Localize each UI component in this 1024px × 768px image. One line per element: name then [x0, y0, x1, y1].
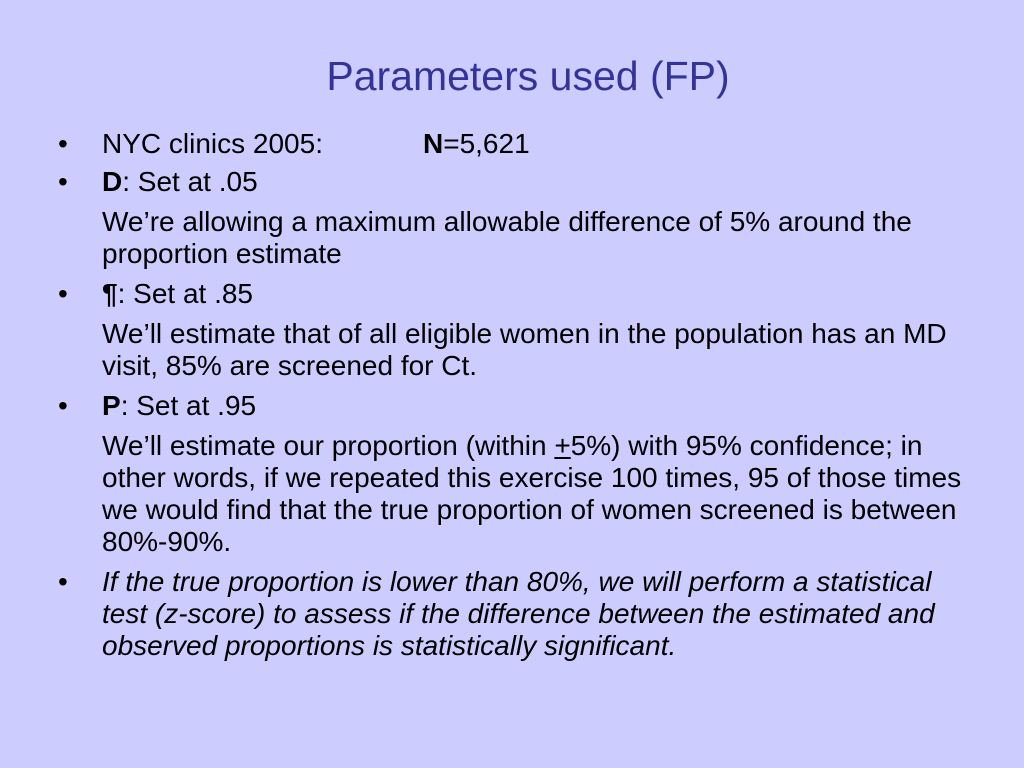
pilcrow-symbol: ¶	[102, 278, 118, 309]
pilcrow-setting: : Set at .85	[117, 278, 253, 309]
n-value: =5,621	[443, 128, 530, 159]
nyc-clinics-label: NYC clinics 2005:	[102, 128, 323, 159]
bullet-icon: •	[58, 390, 68, 421]
p-symbol: P	[102, 390, 121, 421]
pilcrow-description: We’ll estimate that of all eligible women in the population has an MD visit, 85% are screened for Ct.	[102, 318, 947, 381]
slide-body	[58, 128, 978, 662]
n-symbol: N	[422, 128, 444, 159]
note-text: If the true proportion is lower than 80%, we will perform a statistical test (z-score) to assess if the difference between the estimated and observed proportions is statistically significant.	[102, 566, 935, 661]
p-setting: : Set at .95	[120, 390, 257, 421]
bullet-item-pilcrow	[58, 278, 978, 310]
d-description: We’re allowing a maximum allowable difference of 5% around the proportion estimate	[102, 206, 912, 269]
bullet-item-d	[58, 166, 978, 198]
bullet-icon: •	[58, 278, 68, 309]
bullet-icon: •	[58, 128, 68, 159]
bullet-item-note	[58, 566, 978, 662]
p-description-start: We’ll estimate our proportion (within	[102, 430, 555, 461]
p-description-end: 5%) with 95% confidence; in other words, if we repeated this exercise 100 times, 95 of those times we would find that the true proportion of women screened is between 80%-90%.	[102, 430, 962, 557]
p-description	[58, 430, 978, 558]
d-symbol: D	[102, 166, 123, 197]
bullet-icon: •	[58, 166, 68, 197]
slide-title: Parameters used (FP)	[326, 53, 730, 99]
bullet-item-nyc-clinics	[58, 128, 978, 160]
d-setting: : Set at .05	[122, 166, 258, 197]
bullet-icon: •	[58, 566, 68, 597]
plus-minus-symbol: +	[554, 430, 571, 461]
bullet-item-p	[58, 390, 978, 422]
